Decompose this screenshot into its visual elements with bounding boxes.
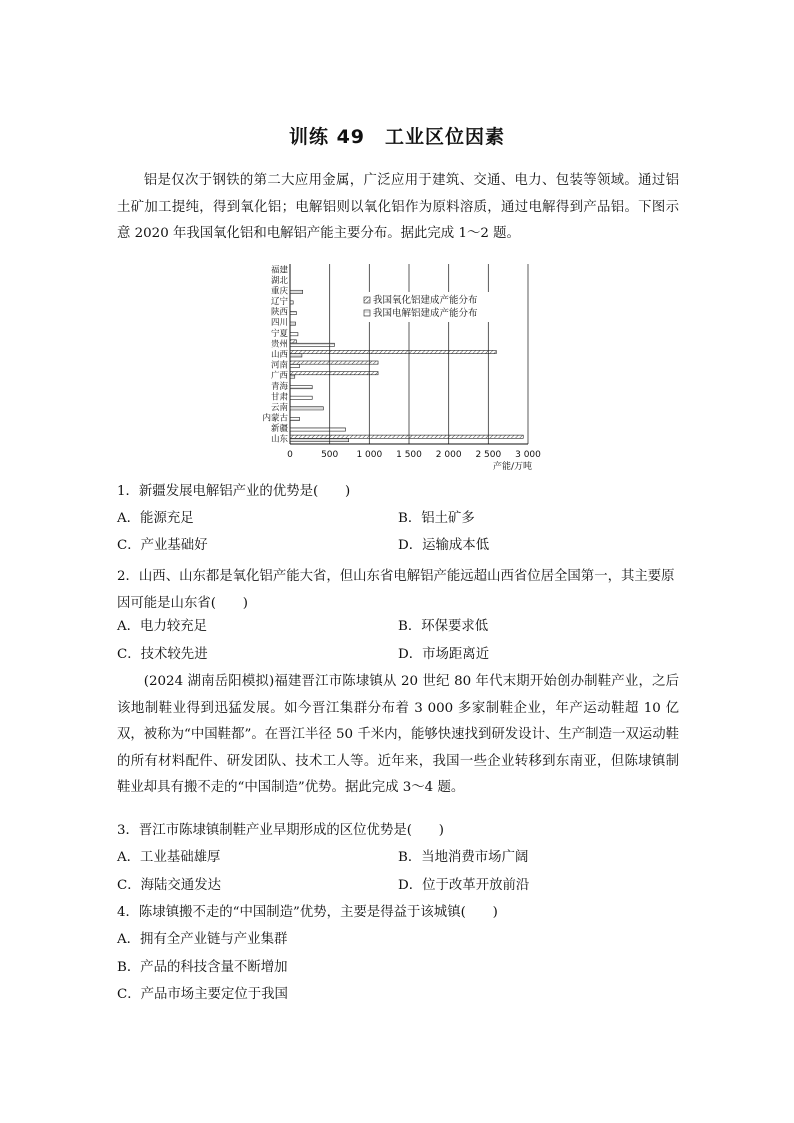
bar-electrolytic (290, 333, 298, 336)
x-tick-label: 3 000 (515, 450, 541, 460)
category-label: 湖北 (270, 275, 288, 286)
bar-electrolytic (290, 311, 296, 314)
q2-option-b[interactable]: B．环保要求低 (398, 619, 489, 634)
legend-label-electrolytic: 我国电解铝建成产能分布 (373, 308, 478, 319)
q4-option-a[interactable]: A．拥有全产业链与产业集群 (117, 932, 288, 947)
bar-electrolytic (290, 354, 302, 357)
bar-electrolytic (290, 386, 312, 389)
category-label: 山西 (270, 350, 288, 360)
capacity-bar-chart (250, 262, 550, 472)
category-label: 广西 (270, 371, 288, 382)
question-1-stem: 1．新疆发展电解铝产业的优势是( ) (117, 484, 351, 499)
q1-option-b[interactable]: B．铝土矿多 (398, 511, 475, 526)
question-3-stem: 3．晋江市陈埭镇制鞋产业早期形成的区位优势是( ) (117, 823, 444, 838)
category-label: 重庆 (270, 286, 288, 297)
category-label: 四川 (270, 318, 288, 329)
bar-electrolytic (290, 375, 295, 378)
q2-option-c[interactable]: C．技术较先进 (117, 647, 208, 662)
q1-option-d[interactable]: D．运输成本低 (398, 538, 490, 553)
category-label: 青海 (270, 381, 288, 392)
bar-electrolytic (290, 322, 296, 325)
bar-electrolytic (290, 364, 300, 367)
bar-alumina (290, 350, 496, 353)
bar-electrolytic (290, 290, 303, 293)
x-tick-label: 1 500 (396, 450, 422, 460)
x-tick-label: 2 000 (435, 450, 462, 460)
category-label: 宁夏 (270, 328, 288, 339)
x-tick-label: 2 500 (475, 450, 502, 460)
legend-swatch-electrolytic (364, 310, 370, 316)
q1-option-c[interactable]: C．产业基础好 (117, 538, 208, 553)
q3-option-b[interactable]: B．当地消费市场广阔 (398, 850, 529, 865)
bar-electrolytic (290, 417, 300, 420)
category-label: 贵州 (270, 339, 288, 350)
legend-swatch-alumina (364, 297, 370, 303)
category-label: 内蒙古 (262, 413, 288, 424)
q3-option-a[interactable]: A．工业基础雄厚 (117, 850, 221, 865)
category-label: 河南 (270, 360, 288, 371)
bar-alumina (290, 340, 296, 343)
q2-option-a[interactable]: A．电力较充足 (117, 619, 208, 634)
bar-electrolytic (290, 439, 349, 442)
q4-option-c[interactable]: C．产品市场主要定位于我国 (117, 987, 288, 1002)
bar-alumina (290, 372, 378, 375)
bar-electrolytic (290, 428, 346, 431)
x-tick-label: 0 (287, 450, 293, 460)
category-label: 陕西 (270, 307, 288, 318)
bar-electrolytic (290, 396, 312, 399)
category-label: 山东 (270, 434, 288, 445)
category-label: 云南 (270, 402, 288, 413)
intro-paragraph: 铝是仅次于钢铁的第二大应用金属，广泛应用于建筑、交通、电力、包装等领域。通过铝土矿加工提纯，得到氧化铝；电解铝则以氧化铝作为原料溶质，通过电解得到产品铝。下图示意 2020 年我国氧化铝和电解铝产能主要分布。据此完成 1～2 题。 (117, 173, 679, 241)
question-4-stem: 4．陈埭镇搬不走的“中国制造”优势，主要是得益于该城镇( ) (117, 905, 498, 920)
passage-2: (2024 湖南岳阳模拟)福建晋江市陈埭镇从 20 世纪 80 年代末期开始创办制鞋产业，之后该地制鞋业得到迅猛发展。如今晋江集群分布着 3 000 多家制鞋企业，年产运动鞋超 10 亿双，被称为“中国鞋都”。在晋江半径 50 千米内，能够快速找到研发设计、生产制造一双运动鞋的所有材料配件、研发团队、技术工人等。近年来，我国一些企业转移到东南亚，但陈埭镇制鞋业却具有搬不走的“中国制造”优势。据此完成 3～4 题。 (117, 674, 679, 795)
category-label: 辽宁 (270, 297, 288, 308)
legend-label-alumina: 我国氧化铝建成产能分布 (373, 295, 478, 306)
question-2-stem: 2．山西、山东都是氧化铝产能大省，但山东省电解铝产能远超山西省位居全国第一，其主要原因可能是山东省( ) (117, 569, 675, 611)
bar-alumina (290, 435, 523, 438)
category-label: 福建 (270, 265, 288, 276)
page-title: 训练 49 工业区位因素 (288, 126, 506, 148)
q3-option-d[interactable]: D．位于改革开放前沿 (398, 878, 530, 893)
q4-option-b[interactable]: B．产品的科技含量不断增加 (117, 960, 288, 975)
x-tick-label: 500 (321, 450, 339, 460)
bar-electrolytic (290, 407, 323, 410)
q1-option-a[interactable]: A．能源充足 (117, 511, 194, 526)
q2-option-d[interactable]: D．市场距离近 (398, 647, 490, 662)
category-label: 新疆 (270, 424, 288, 435)
q3-option-c[interactable]: C．海陆交通发达 (117, 878, 221, 893)
x-axis-label: 产能/万吨 (492, 462, 532, 472)
bar-electrolytic (290, 343, 334, 346)
bar-alumina (290, 361, 378, 364)
bar-electrolytic (290, 301, 293, 304)
x-tick-label: 1 000 (356, 450, 383, 460)
category-label: 甘肃 (270, 392, 288, 403)
